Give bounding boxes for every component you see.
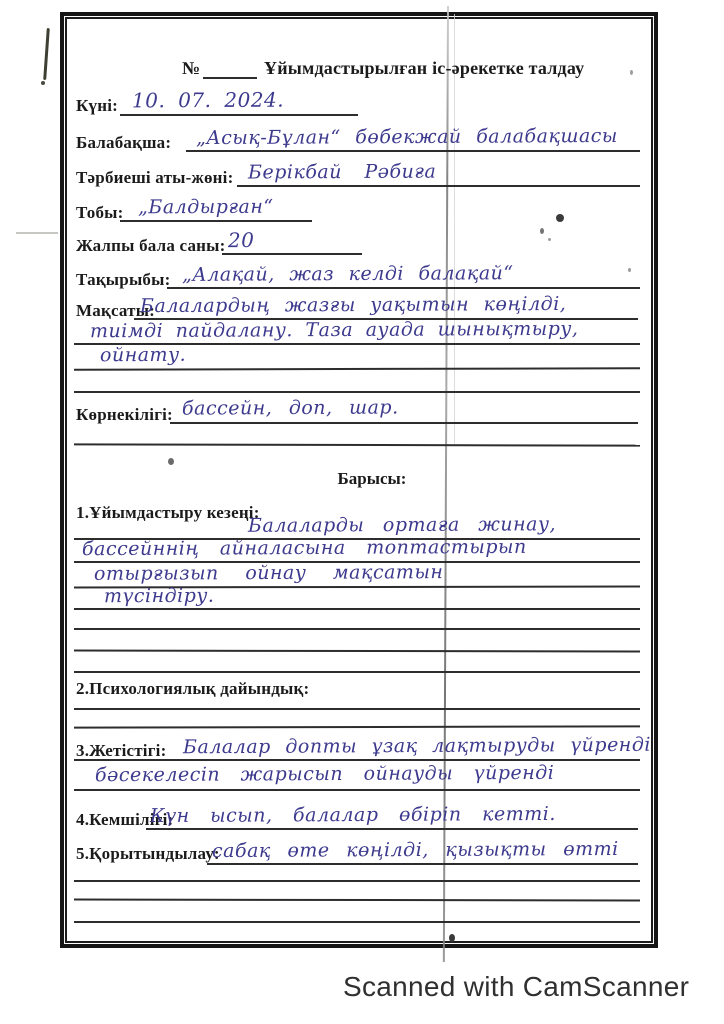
field-label-children-count: Жалпы бала саны: <box>76 236 226 255</box>
section-label-5: 5.Қорытындылау: <box>76 844 220 863</box>
ink-speck <box>556 214 564 222</box>
ruled-line <box>120 220 312 222</box>
ink-speck <box>630 70 633 75</box>
ink-speck <box>548 238 551 241</box>
field-value-goal-line: Балалардың жазғы уақытын көңілді, <box>139 292 567 318</box>
section-label-1: 1.Ұйымдастыру кезеңі: <box>76 503 260 522</box>
ruled-line <box>74 708 640 710</box>
section-1-line: Балаларды ортаға жинау, <box>247 513 557 537</box>
crease-tick <box>16 232 58 234</box>
ruled-line <box>237 185 640 187</box>
field-value-goal-line: тиімді пайдалану. Таза ауада шынықтыру, <box>89 317 579 343</box>
field-label-teacher: Тәрбиеші аты-жөні: <box>76 168 234 187</box>
pen-stroke-mark <box>43 28 50 80</box>
field-value-teacher: Берікбай Рәбиға <box>247 160 437 184</box>
field-label-group: Тобы: <box>76 203 124 222</box>
field-value-goal-line: ойнату. <box>99 343 187 367</box>
form-title: Ұйымдастырылған іс-әрекетке талдау <box>264 58 585 78</box>
field-value-group: „Балдырған“ <box>137 195 274 219</box>
section-5-line: сабақ өте көңілді, қызықты өтті <box>211 837 619 863</box>
field-value-kindergarten: „Асық-Бұлан“ бөбекжай балабақшасы <box>195 124 618 150</box>
field-label-kindergarten: Балабақша: <box>76 133 172 152</box>
pen-dot <box>41 81 45 85</box>
ruled-line <box>74 880 640 882</box>
ruled-line <box>74 759 640 761</box>
ruled-line <box>146 828 638 830</box>
ink-speck <box>628 268 631 272</box>
section-3-line: Балалар допты ұзақ лақтыруды үйренді <box>182 733 651 759</box>
field-label-date: Күні: <box>76 96 119 115</box>
section-label-2: 2.Психологиялық дайындық: <box>76 679 310 698</box>
ruled-line <box>74 921 640 923</box>
ruled-line <box>74 628 640 630</box>
ink-speck <box>449 934 455 942</box>
field-label-topic: Тақырыбы: <box>76 270 171 289</box>
section-3-line: бәсекелесіп жарысып ойнауды үйренді <box>94 761 555 787</box>
section-label-3: 3.Жетістігі: <box>76 741 167 760</box>
ruled-line <box>170 422 638 424</box>
field-value-topic: „Алақай, жаз келді балақай“ <box>181 262 514 286</box>
section-1-line: бассейннің айналасына топтастырып <box>81 535 527 561</box>
ink-speck <box>168 458 174 465</box>
form-number-label: № <box>182 58 201 78</box>
field-value-children-count: 20 <box>227 227 255 253</box>
field-label-goal: Мақсаты: <box>76 301 156 320</box>
ruled-line <box>74 671 640 673</box>
ruled-line <box>207 863 638 865</box>
progress-heading: Барысы: <box>337 469 407 488</box>
fold-crease-faint <box>454 14 455 444</box>
field-value-date: 10. 07. 2024. <box>131 87 285 113</box>
ruled-line <box>74 391 640 393</box>
ruled-line <box>120 114 358 116</box>
camscanner-watermark: Scanned with CamScanner <box>343 971 690 1002</box>
section-1-line: түсіндіру. <box>103 584 215 608</box>
field-value-visual-aids: бассейн, доп, шар. <box>181 396 399 420</box>
section-label-4: 4.Кемшілігі: <box>76 810 174 829</box>
ink-speck <box>540 228 544 234</box>
section-4-line: Күн ысып, балалар өбіріп кетті. <box>149 802 556 828</box>
form-number-blank-line <box>203 77 257 79</box>
field-label-visual-aids: Көрнекілігі: <box>76 405 173 424</box>
ruled-line <box>74 789 640 791</box>
ruled-line <box>222 253 362 255</box>
ruled-line <box>74 608 640 610</box>
ruled-line <box>167 287 640 289</box>
ruled-line <box>186 150 640 152</box>
section-1-line: отырғызып ойнау мақсатын <box>93 561 444 585</box>
